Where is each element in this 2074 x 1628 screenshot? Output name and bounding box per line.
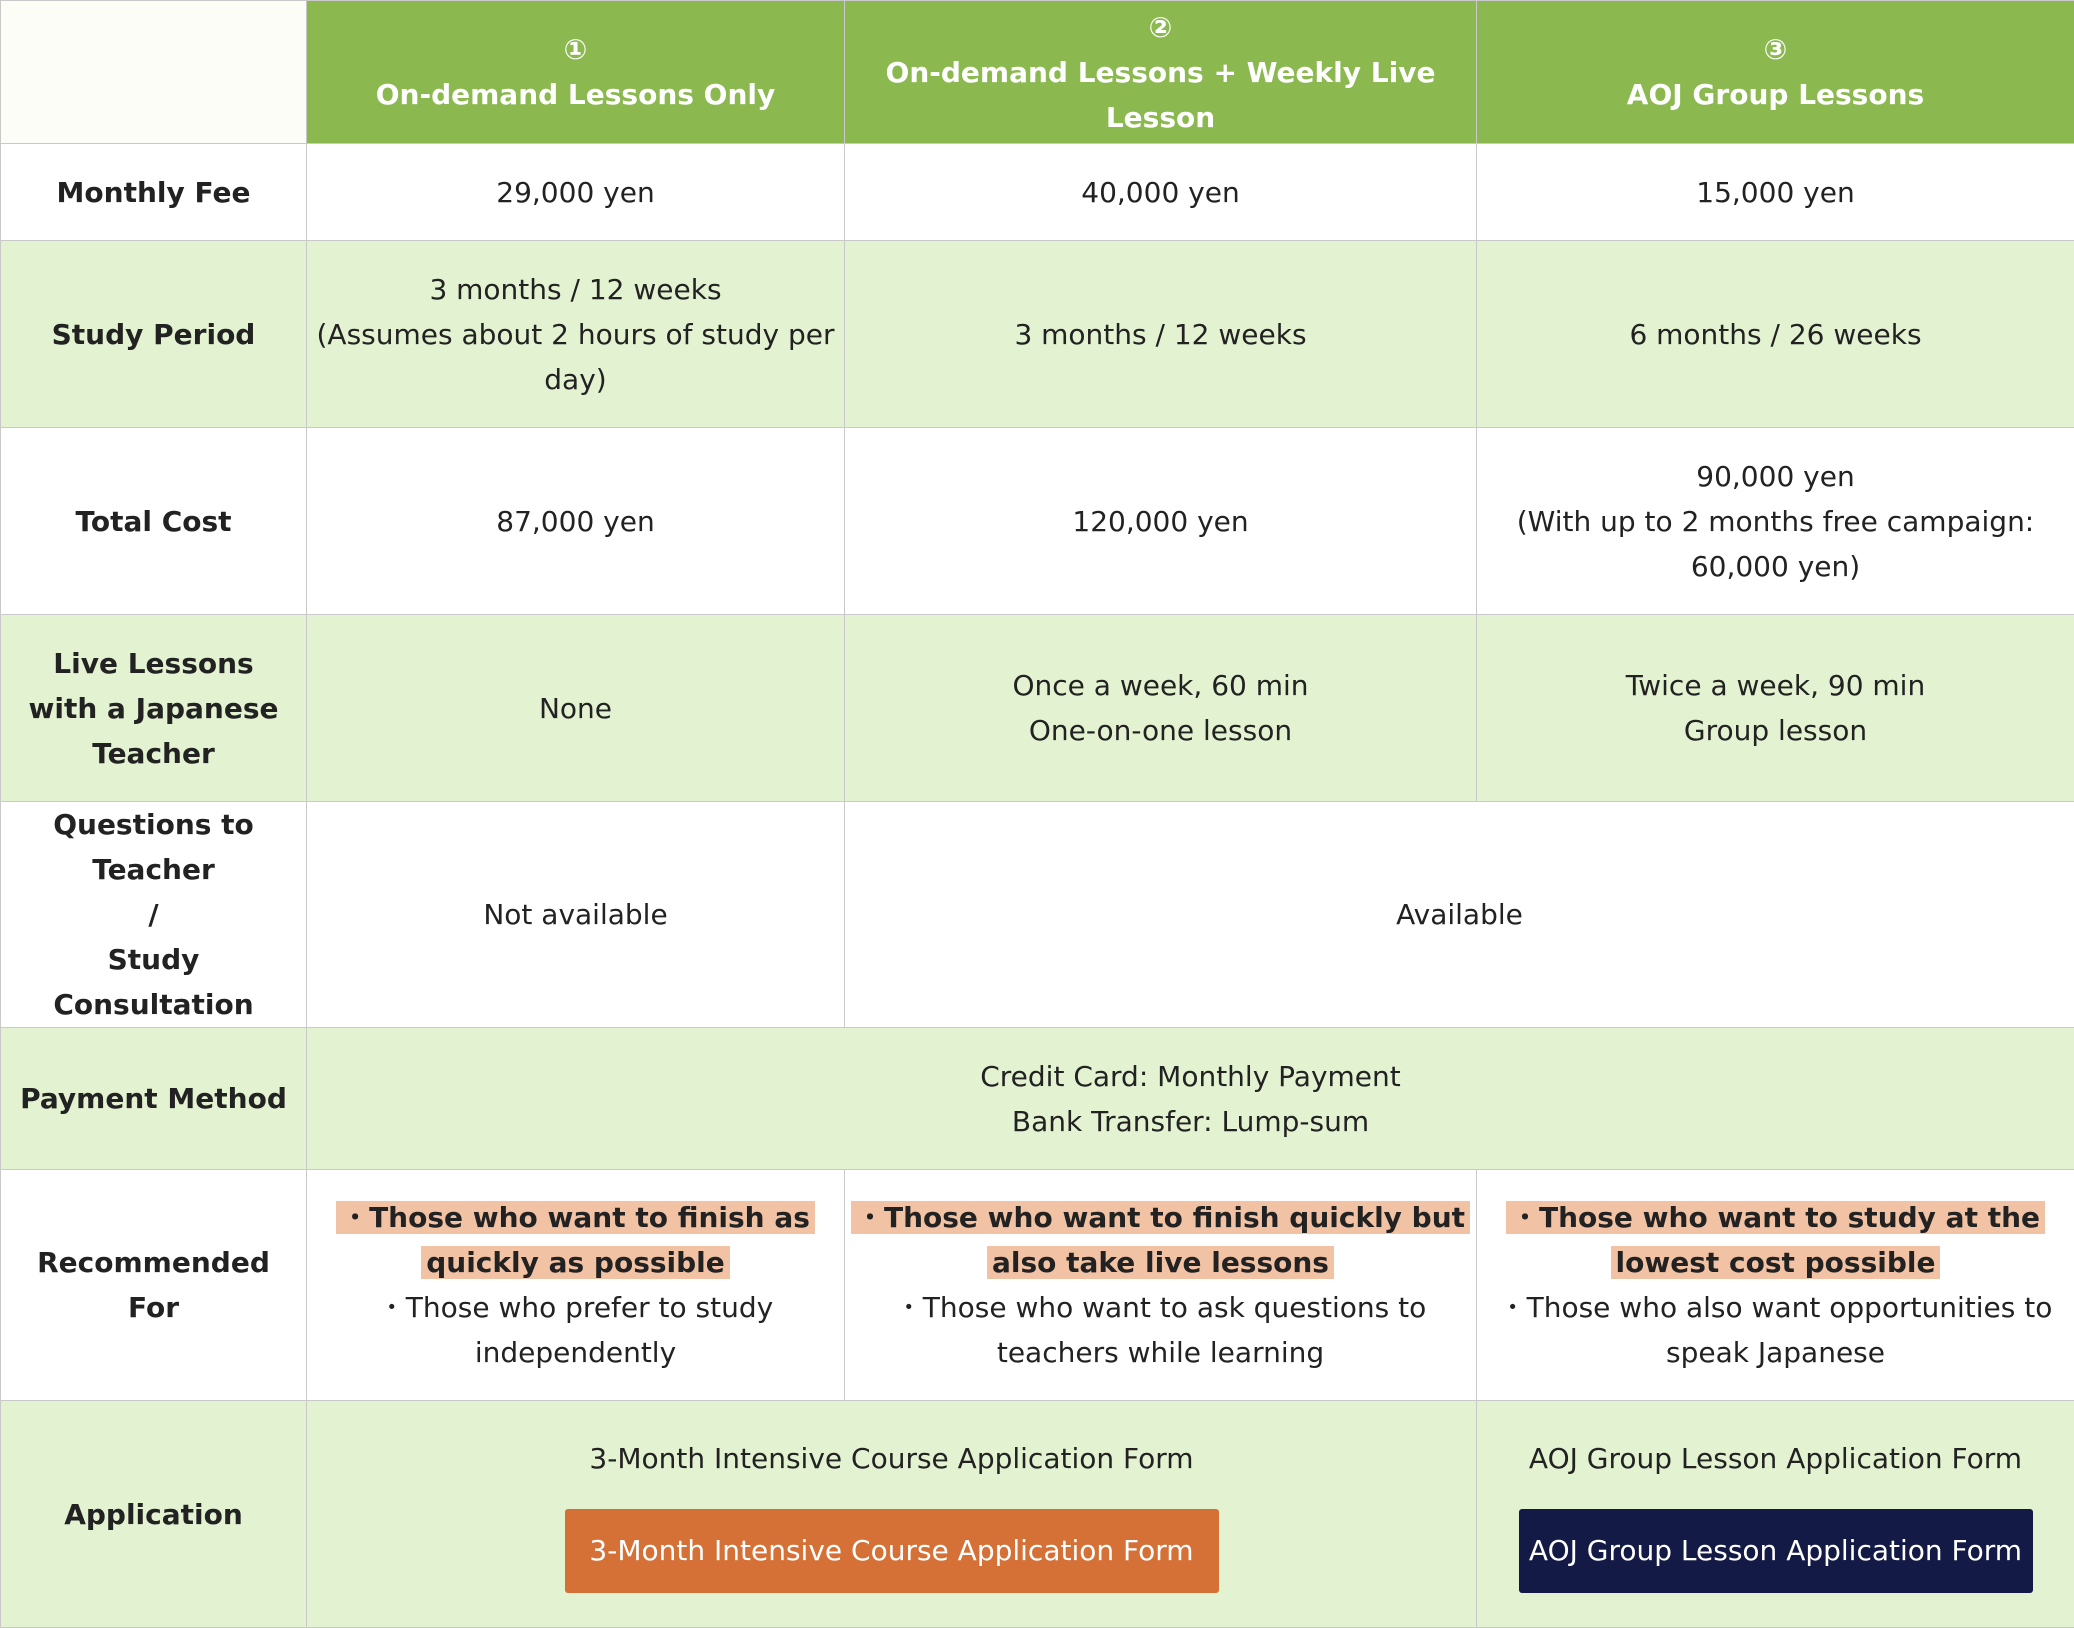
cell-recommended-2: [845, 1170, 1477, 1401]
recommended-highlight: ・Those who want to finish quickly but also take live lessons: [851, 1201, 1470, 1279]
cell-line: (Assumes about 2 hours of study per day): [313, 312, 838, 402]
cell-live-lessons-3: [1477, 615, 2074, 802]
plan-name: AOJ Group Lessons: [1483, 72, 2068, 117]
row-label: Study Period: [1, 241, 307, 428]
row-label: [1, 615, 307, 802]
cell-application-intensive: [307, 1401, 1477, 1628]
cell-monthly-fee-3: 15,000 yen: [1477, 144, 2074, 241]
recommended-text: ・Those who want to ask questions to teachers while learning: [851, 1285, 1470, 1375]
row-questions: [1, 802, 2074, 1028]
row-monthly-fee: [1, 144, 2074, 241]
cell-line: 90,000 yen: [1483, 454, 2068, 499]
row-label: Application: [1, 1401, 307, 1628]
cell-questions-1: Not available: [307, 802, 845, 1028]
plan-header-1: [307, 1, 845, 144]
plan-number: ①: [313, 27, 838, 72]
cell-payment-method: [307, 1028, 2074, 1170]
plan-header-row: [1, 1, 2074, 144]
row-label-line: Teacher: [7, 731, 300, 776]
row-label: Recommended For: [1, 1170, 307, 1401]
recommended-highlight: ・Those who want to study at the lowest cost possible: [1506, 1201, 2045, 1279]
cell-line: (With up to 2 months free campaign: 60,000 yen): [1483, 499, 2068, 589]
cell-total-cost-2: 120,000 yen: [845, 428, 1477, 615]
cell-line: Credit Card: Monthly Payment: [313, 1054, 2068, 1099]
group-application-button[interactable]: AOJ Group Lesson Application Form: [1519, 1509, 2033, 1593]
row-label-line: /: [7, 892, 300, 937]
cell-monthly-fee-1: 29,000 yen: [307, 144, 845, 241]
cell-study-period-1: [307, 241, 845, 428]
group-form-title: AOJ Group Lesson Application Form: [1483, 1436, 2068, 1481]
cell-application-group: [1477, 1401, 2074, 1628]
cell-monthly-fee-2: 40,000 yen: [845, 144, 1477, 241]
row-total-cost: [1, 428, 2074, 615]
row-label: Total Cost: [1, 428, 307, 615]
cell-line: Once a week, 60 min: [851, 663, 1470, 708]
plan-header-3: [1477, 1, 2074, 144]
plan-header-2: [845, 1, 1477, 144]
cell-line: Group lesson: [1483, 708, 2068, 753]
plan-number: ②: [851, 5, 1470, 50]
row-label-line: Study Consultation: [7, 937, 300, 1027]
cell-study-period-2: 3 months / 12 weeks: [845, 241, 1477, 428]
plan-name: On-demand Lessons Only: [313, 72, 838, 117]
plan-number: ③: [1483, 27, 2068, 72]
cell-total-cost-1: 87,000 yen: [307, 428, 845, 615]
row-payment-method: [1, 1028, 2074, 1170]
row-label-line: Live Lessons: [7, 641, 300, 686]
cell-questions-2-3: Available: [845, 802, 2074, 1028]
cell-line: Bank Transfer: Lump-sum: [313, 1099, 2068, 1144]
row-recommended: [1, 1170, 2074, 1401]
cell-study-period-3: 6 months / 26 weeks: [1477, 241, 2074, 428]
cell-line: Twice a week, 90 min: [1483, 663, 2068, 708]
row-label-line: with a Japanese: [7, 686, 300, 731]
row-label: [1, 802, 307, 1028]
cell-live-lessons-2: [845, 615, 1477, 802]
cell-recommended-3: [1477, 1170, 2074, 1401]
row-label: Payment Method: [1, 1028, 307, 1170]
row-study-period: [1, 241, 2074, 428]
cell-line: One-on-one lesson: [851, 708, 1470, 753]
header-corner: [1, 1, 307, 144]
row-application: [1, 1401, 2074, 1628]
cell-recommended-1: [307, 1170, 845, 1401]
cell-total-cost-3: [1477, 428, 2074, 615]
recommended-text: ・Those who also want opportunities to speak Japanese: [1483, 1285, 2068, 1375]
row-label-line: Questions to Teacher: [7, 802, 300, 892]
intensive-form-title: 3-Month Intensive Course Application Form: [313, 1436, 1470, 1481]
recommended-text: ・Those who prefer to study independently: [313, 1285, 838, 1375]
row-label: Monthly Fee: [1, 144, 307, 241]
plan-name: On-demand Lessons + Weekly Live Lesson: [851, 50, 1470, 140]
cell-line: 3 months / 12 weeks: [313, 267, 838, 312]
intensive-application-button[interactable]: 3-Month Intensive Course Application Form: [565, 1509, 1219, 1593]
recommended-highlight: ・Those who want to finish as quickly as possible: [336, 1201, 815, 1279]
row-live-lessons: [1, 615, 2074, 802]
cell-live-lessons-1: None: [307, 615, 845, 802]
